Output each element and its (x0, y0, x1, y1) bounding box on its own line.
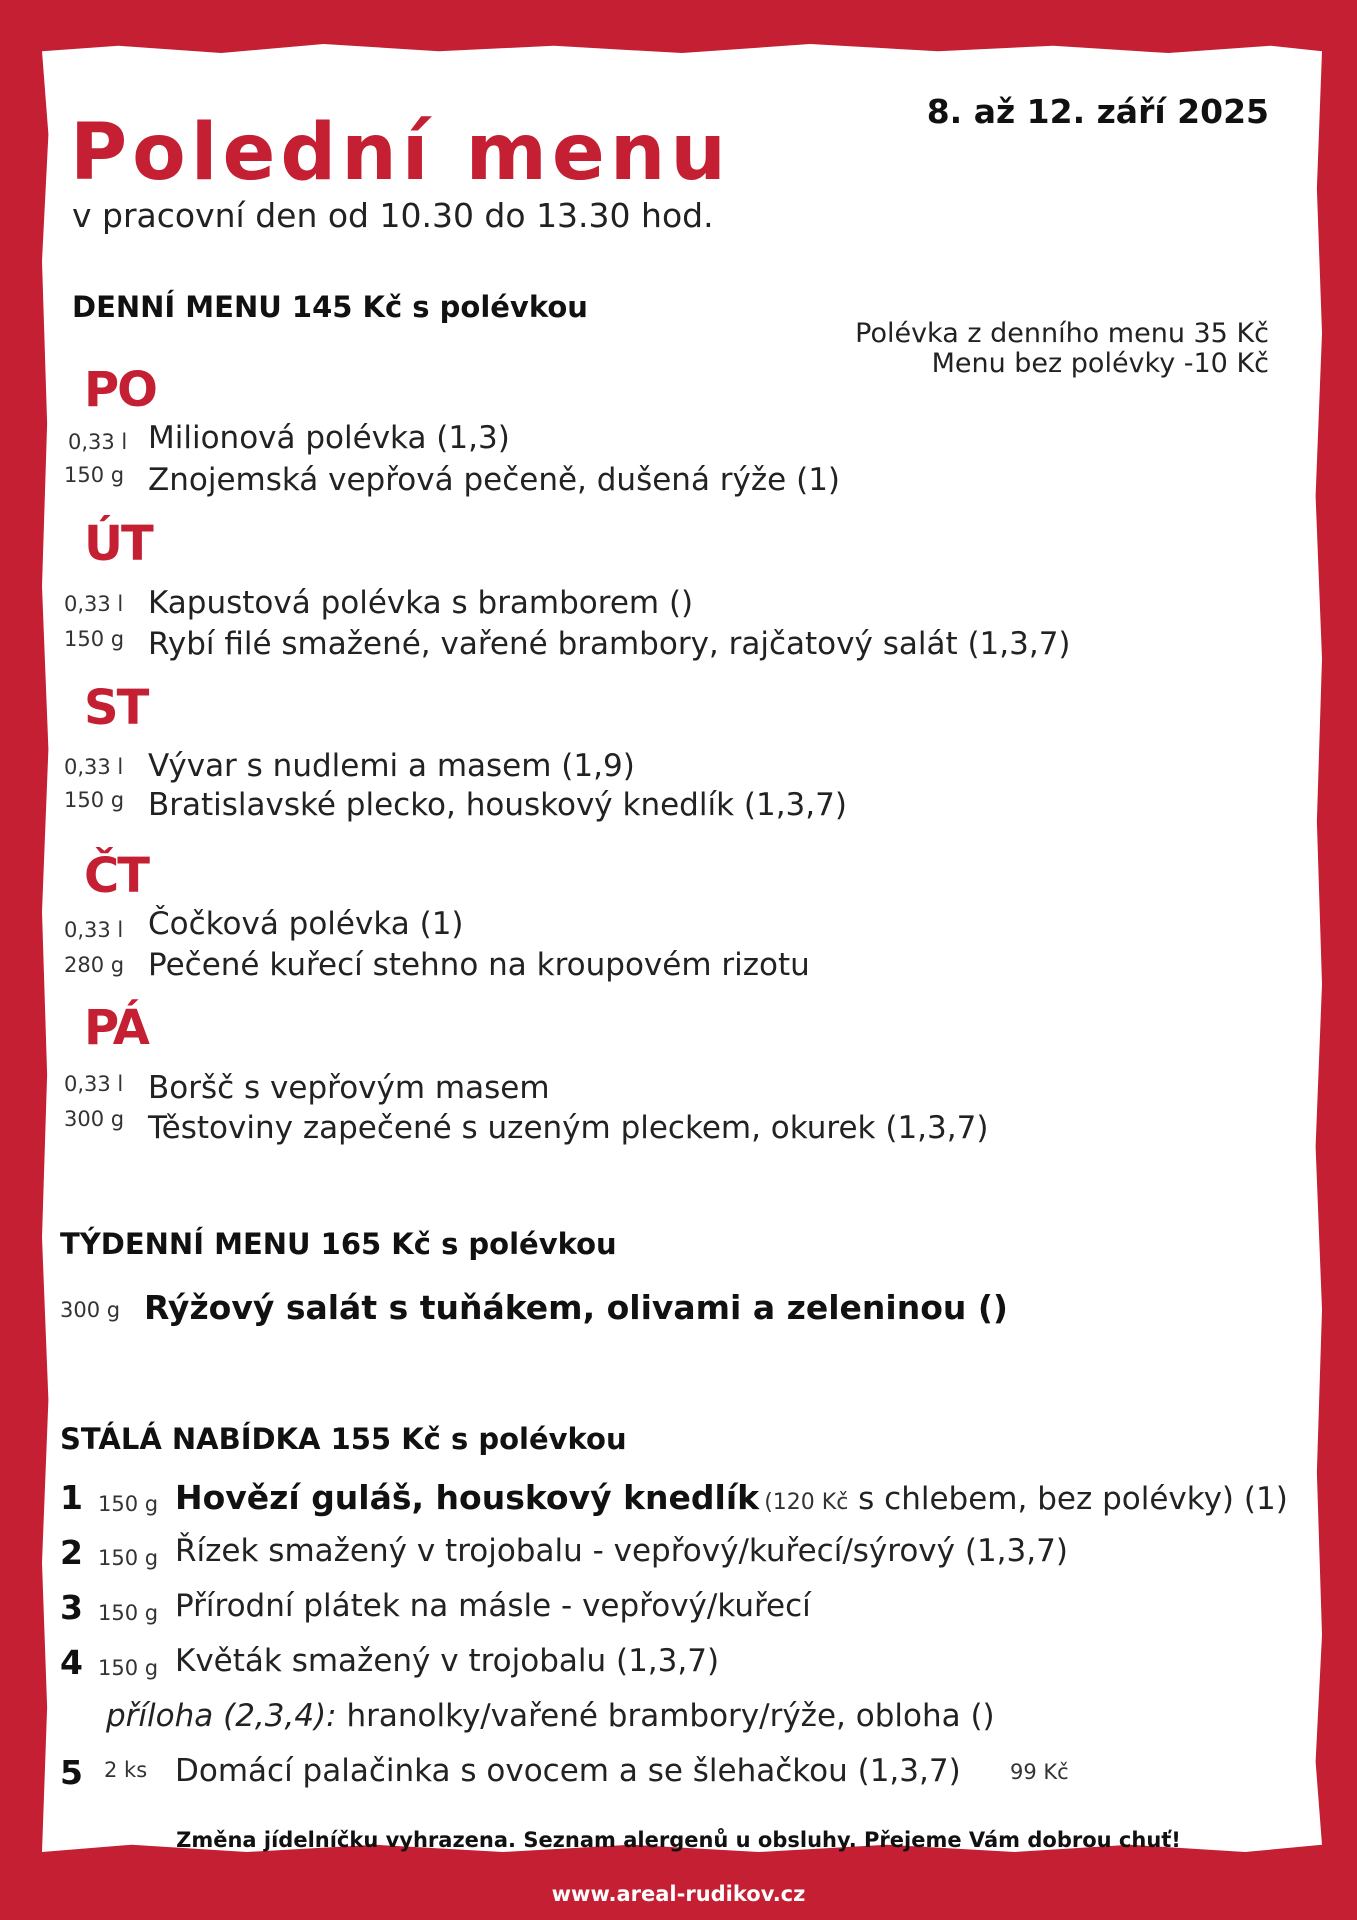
day-label-tuesday: ÚT (84, 516, 152, 572)
daily-menu-heading: DENNÍ MENU 145 Kč s polévkou (72, 290, 588, 324)
website-url[interactable]: www.areal-rudikov.cz (551, 1882, 806, 1906)
day-label-monday: PO (84, 362, 156, 418)
soup-quantity: 0,33 l (68, 430, 128, 454)
soup-dish: Čočková polévka (1) (148, 906, 464, 942)
footer-notice: Změna jídelníčku vyhrazena. Seznam alergenů u obsluhy. Přejeme Vám dobrou chuť! (176, 1828, 1181, 1852)
item-dish: Řízek smažený v trojobalu - vepřový/kuřecí/sýrový (1,3,7) (175, 1533, 1068, 1569)
main-quantity: 280 g (64, 953, 125, 977)
main-dish: Pečené kuřecí stehno na kroupovém rizotu (148, 947, 810, 983)
weekly-menu-heading: TÝDENNÍ MENU 165 Kč s polévkou (60, 1227, 617, 1261)
main-quantity: 300 g (64, 1107, 125, 1131)
soup-dish: Milionová polévka (1,3) (148, 420, 510, 456)
item-quantity: 150 g (98, 1492, 159, 1516)
page-title: Polední menu (70, 108, 731, 198)
no-soup-note: Menu bez polévky -10 Kč (931, 348, 1269, 379)
dessert-price: 99 Kč (1010, 1760, 1069, 1784)
item-dish: Přírodní plátek na másle - vepřový/kuřecí (175, 1588, 811, 1624)
main-quantity: 150 g (64, 788, 125, 812)
day-label-wednesday: ST (84, 680, 148, 736)
soup-quantity: 0,33 l (64, 592, 124, 616)
soup-dish: Kapustová polévka s bramborem () (148, 585, 694, 621)
item-quantity: 2 ks (104, 1758, 148, 1782)
main-quantity: 150 g (64, 463, 125, 487)
item-row (175, 1478, 1288, 1517)
dessert-dish: Domácí palačinka s ovocem a se šlehačkou (1,3,7) (175, 1753, 961, 1789)
soup-quantity: 0,33 l (64, 918, 124, 942)
item-number: 5 (60, 1753, 83, 1792)
item-quantity: 150 g (98, 1656, 159, 1680)
weekly-quantity: 300 g (60, 1298, 121, 1322)
opening-hours: v pracovní den od 10.30 do 13.30 hod. (72, 196, 714, 235)
weekly-dish: Rýžový salát s tuňákem, olivami a zeleninou () (144, 1288, 1009, 1327)
standing-offer-heading: STÁLÁ NABÍDKA 155 Kč s polévkou (60, 1422, 627, 1456)
soup-price-note: Polévka z denního menu 35 Kč (855, 318, 1269, 349)
soup-quantity: 0,33 l (64, 1072, 124, 1096)
item-number: 4 (60, 1643, 83, 1682)
soup-dish: Boršč s vepřovým masem (148, 1070, 550, 1106)
soup-dish: Vývar s nudlemi a masem (1,9) (148, 748, 635, 784)
item-number: 1 (60, 1478, 83, 1517)
item-quantity: 150 g (98, 1546, 159, 1570)
item-number: 2 (60, 1533, 83, 1572)
item-price-note: (120 Kč (764, 1490, 849, 1515)
item-number: 3 (60, 1588, 83, 1627)
main-dish: Znojemská vepřová pečeně, dušená rýže (1) (148, 462, 841, 498)
main-dish: Bratislavské plecko, houskový knedlík (1,3,7) (148, 787, 847, 823)
side-text: hranolky/vařené brambory/rýže, obloha () (336, 1698, 995, 1734)
side-label: příloha (2,3,4): (106, 1698, 337, 1734)
main-quantity: 150 g (64, 627, 125, 651)
main-dish: Těstoviny zapečené s uzeným pleckem, okurek (1,3,7) (148, 1110, 989, 1146)
item-quantity: 150 g (98, 1601, 159, 1625)
day-label-friday: PÁ (84, 1000, 148, 1056)
item-dish: Květák smažený v trojobalu (1,3,7) (175, 1643, 720, 1679)
item-dish: Hovězí guláš, houskový knedlík (175, 1478, 760, 1517)
date-range: 8. až 12. září 2025 (926, 92, 1269, 131)
item-extra: s chlebem, bez polévky) (1) (848, 1481, 1288, 1517)
day-label-thursday: ČT (84, 848, 148, 904)
soup-quantity: 0,33 l (64, 755, 124, 779)
main-dish: Rybí filé smažené, vařené brambory, rajčatový salát (1,3,7) (148, 626, 1071, 662)
side-dish-line (106, 1698, 995, 1734)
